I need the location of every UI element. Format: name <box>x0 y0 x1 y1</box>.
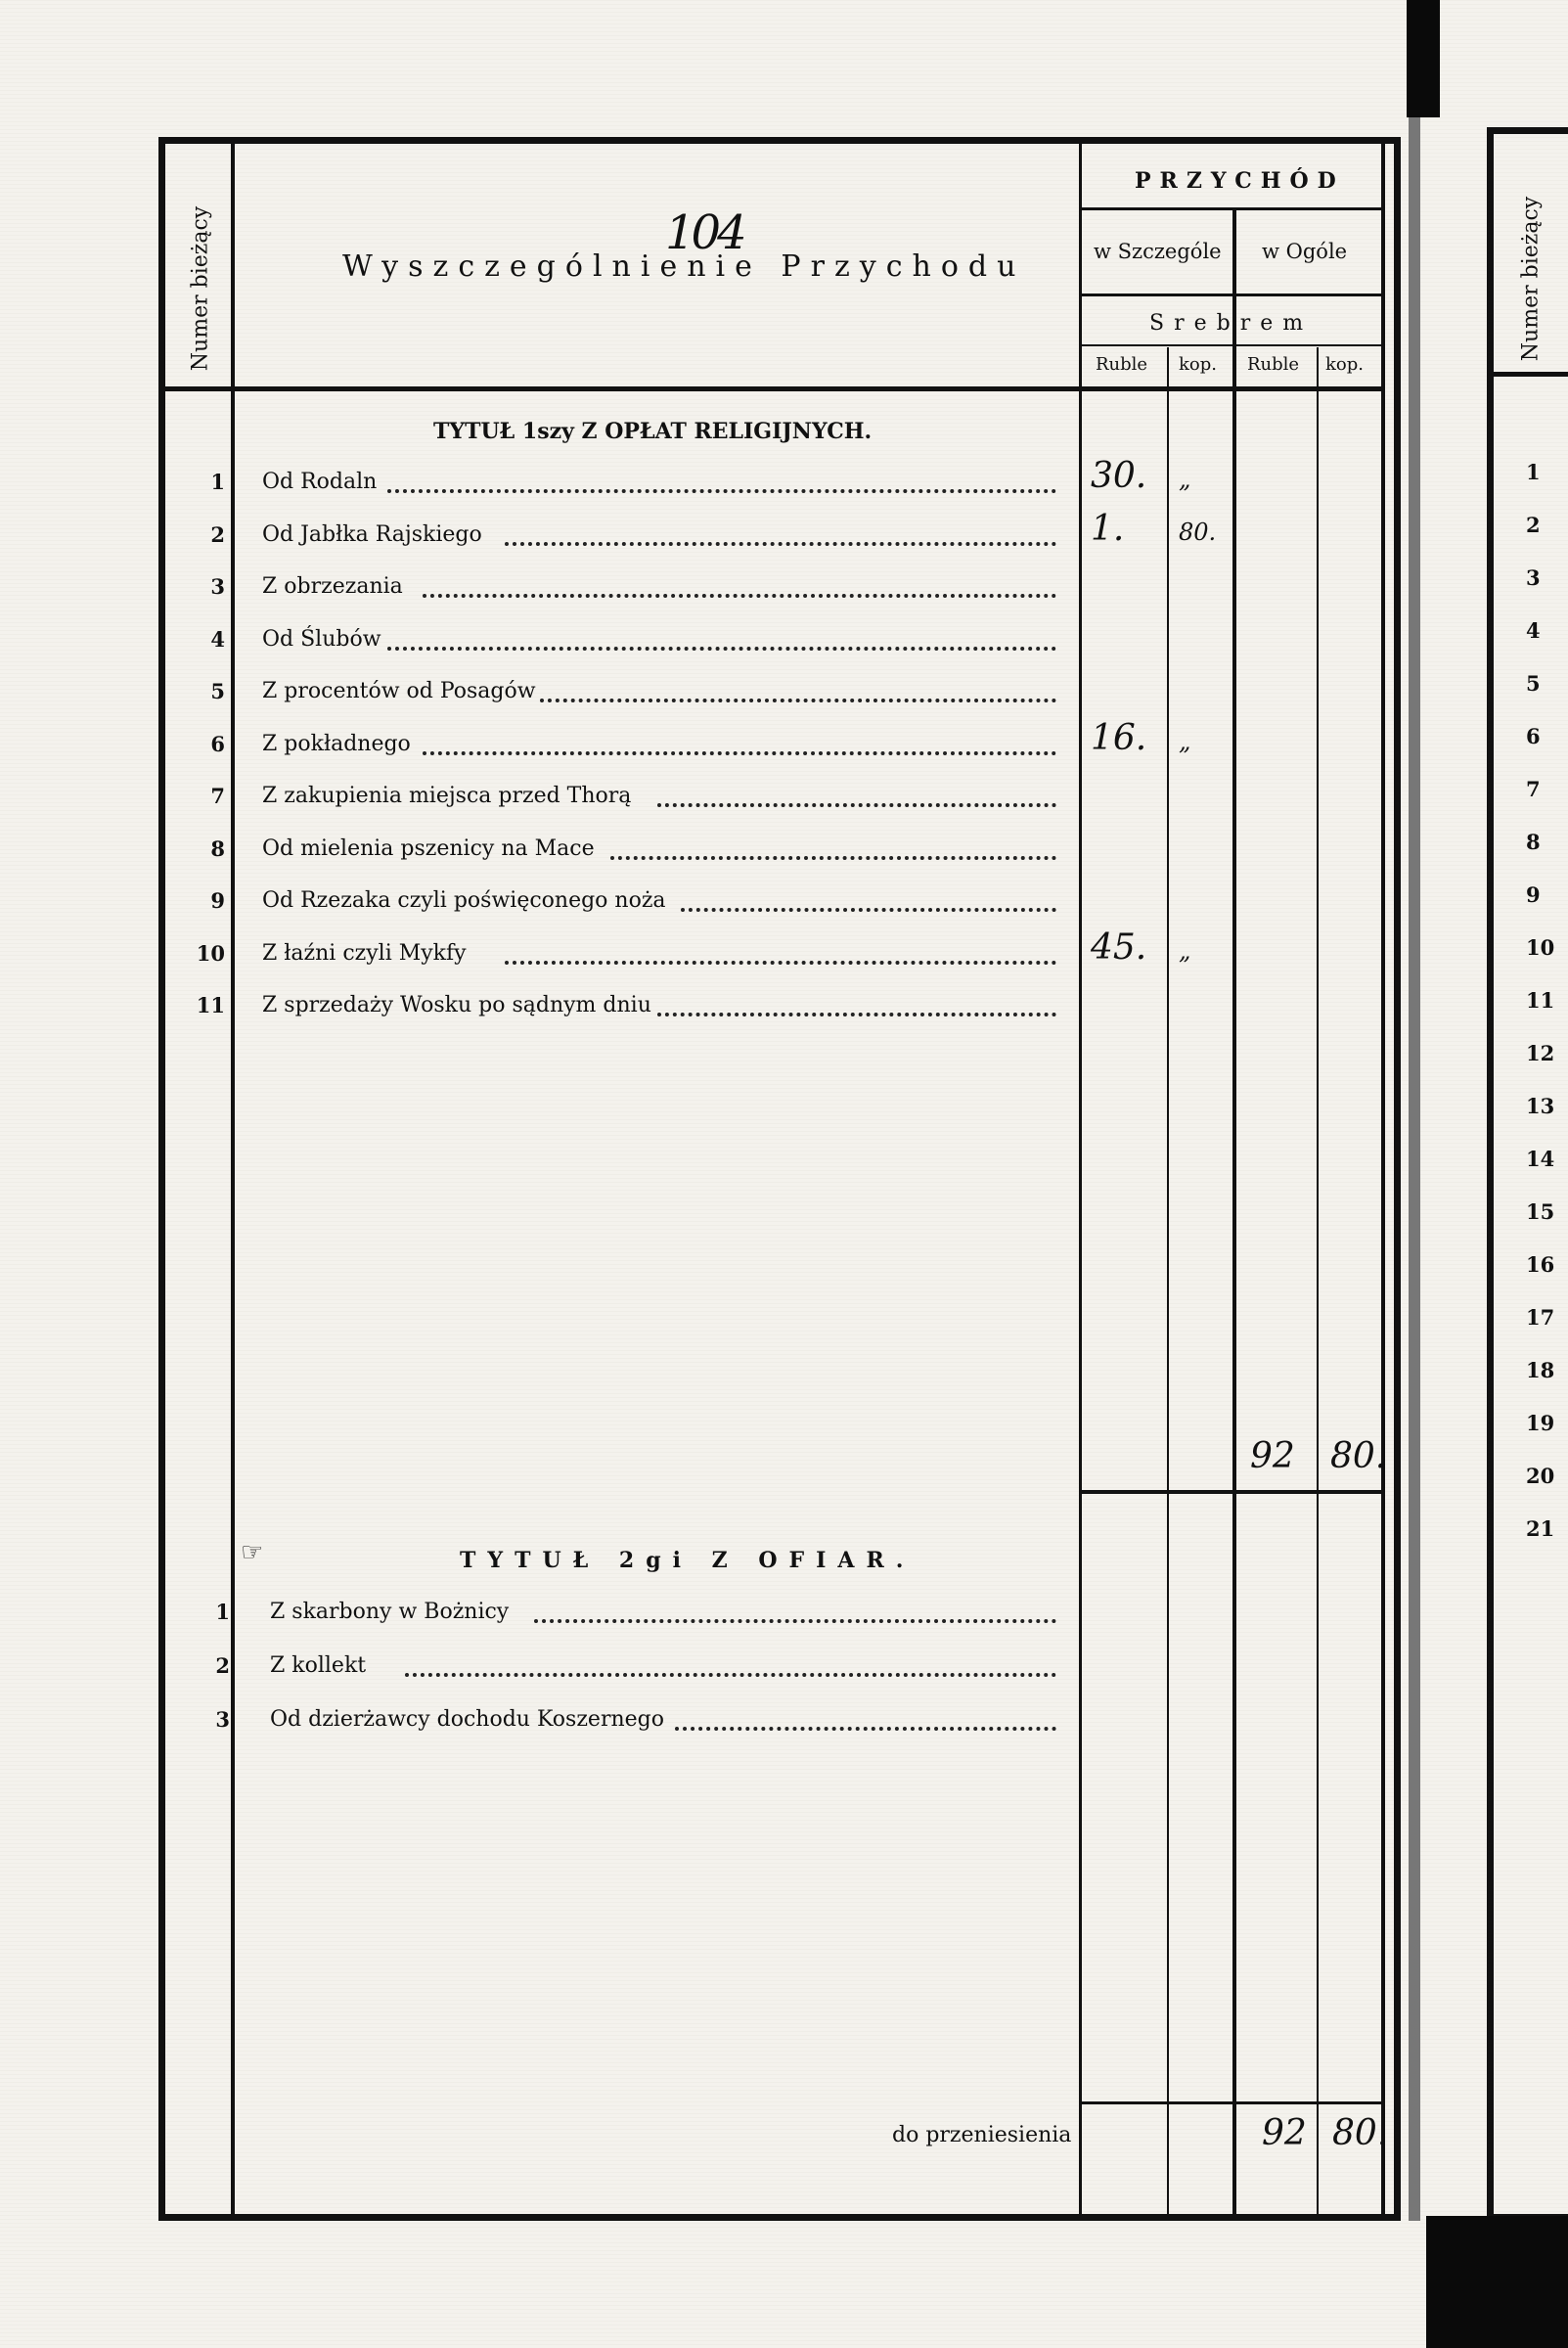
right-row-number: 16 <box>1526 1252 1555 1277</box>
row-number: 1 <box>210 470 225 494</box>
w-ogole-header: w Ogóle <box>1262 240 1348 263</box>
right-row-number: 20 <box>1526 1464 1555 1488</box>
w-szczegole-header: w Szczególe <box>1094 240 1222 263</box>
carry-forward-label: do przeniesienia <box>892 2123 1072 2147</box>
right-row-number: 9 <box>1526 882 1541 907</box>
right-row-number: 21 <box>1526 1516 1555 1541</box>
right-row-number-header: Numer bieżący <box>1518 196 1544 362</box>
ruble-header-2: Ruble <box>1247 354 1300 375</box>
amount-kop: „ <box>1179 936 1191 965</box>
row-number: 3 <box>215 1707 230 1732</box>
rule-ruble2-col <box>1317 347 1319 2216</box>
row-number: 11 <box>196 993 225 1017</box>
carry-kop: 80. <box>1332 2113 1389 2153</box>
row-number: 2 <box>210 521 225 547</box>
right-row-number: 3 <box>1526 565 1541 590</box>
page-title: Wyszczególnienie Przychodu <box>342 249 1026 284</box>
right-row-number: 2 <box>1526 513 1541 537</box>
row-label: Z skarbony w Bożnicy <box>270 1600 510 1624</box>
row-number: 10 <box>196 940 225 966</box>
row-number: 2 <box>215 1653 230 1678</box>
amount-ruble: 16. <box>1091 717 1147 758</box>
ledger-frame <box>158 137 1401 2221</box>
carry-ruble: 92 <box>1262 2113 1307 2153</box>
row-number: 6 <box>210 731 225 756</box>
rule-right-inner <box>1381 142 1385 2216</box>
dot-leader <box>405 1673 1056 1677</box>
dot-leader <box>681 908 1056 912</box>
section2-title: TYTUŁ 2gi Z OFIAR. <box>460 1548 916 1573</box>
kop-header-1: kop. <box>1179 354 1217 375</box>
row-label: Od dzierżawcy dochodu Koszernego <box>270 1707 664 1732</box>
kop-header-2: kop. <box>1325 354 1364 375</box>
row-label: Z obrzezania <box>262 574 403 599</box>
row-number: 7 <box>210 784 225 808</box>
srebrem-header: Srebrem <box>1149 311 1314 336</box>
right-row-number: 11 <box>1526 988 1555 1013</box>
right-row-number: 1 <box>1526 460 1541 484</box>
right-row-number: 15 <box>1526 1199 1555 1224</box>
dot-leader <box>534 1619 1056 1623</box>
row-label: Z sprzedaży Wosku po sądnym dniu <box>262 993 651 1017</box>
dot-leader <box>505 542 1056 546</box>
amount-ruble: 1. <box>1091 508 1125 549</box>
section1-total-ruble: 92 <box>1250 1436 1295 1476</box>
amount-ruble: 30. <box>1091 456 1147 496</box>
row-label: Z łaźni czyli Mykfy <box>262 940 467 966</box>
section1-total-kop: 80. <box>1330 1436 1387 1476</box>
row-label: Od mielenia pszenicy na Mace <box>262 835 595 861</box>
row-label: Od Ślubów <box>262 626 381 652</box>
rule-ruble1-col <box>1167 347 1169 2216</box>
right-row-number: 8 <box>1526 830 1541 854</box>
right-page-frame <box>1487 127 1568 2221</box>
right-row-number: 14 <box>1526 1147 1555 1171</box>
rule-przychod <box>1079 207 1384 210</box>
rule-desc-col <box>1079 142 1082 2216</box>
row-label: Od Rzezaka czyli poświęconego noża <box>262 888 666 913</box>
row-label: Od Jabłka Rajskiego <box>262 521 482 547</box>
row-number-header: Numer bieżący <box>188 205 213 372</box>
przychod-header: PRZYCHÓD <box>1135 168 1345 194</box>
amount-kop: „ <box>1179 727 1191 755</box>
row-number: 4 <box>210 626 225 652</box>
hand-pointer-icon: ☞ <box>241 1538 264 1567</box>
right-row-number: 19 <box>1526 1411 1555 1435</box>
ruble-header-1: Ruble <box>1096 354 1148 375</box>
row-label: Z zakupienia miejsca przed Thorą <box>262 784 632 808</box>
row-label: Z kollekt <box>270 1653 367 1678</box>
amount-kop: „ <box>1179 466 1191 493</box>
scan-edge-bottom <box>1426 2216 1568 2348</box>
rule-srebrem <box>1079 344 1384 346</box>
row-number: 5 <box>210 679 225 703</box>
rule-szczegole <box>1079 294 1384 296</box>
row-label: Z pokładnego <box>262 731 411 756</box>
row-label: Z procentów od Posagów <box>262 679 536 703</box>
right-row-number: 17 <box>1526 1305 1555 1330</box>
dot-leader <box>423 594 1056 598</box>
right-row-number: 4 <box>1526 618 1541 643</box>
dot-leader <box>505 961 1056 965</box>
section1-title: TYTUŁ 1szy Z OPŁAT RELIGIJNYCH. <box>433 419 873 444</box>
right-row-number: 6 <box>1526 724 1541 748</box>
dot-leader <box>610 856 1056 860</box>
right-row-number: 12 <box>1526 1041 1555 1065</box>
right-row-number: 10 <box>1526 935 1555 960</box>
right-row-number: 18 <box>1526 1358 1555 1382</box>
row-label: Od Rodaln <box>262 470 378 494</box>
amount-ruble: 45. <box>1091 926 1147 968</box>
dot-leader <box>657 1013 1056 1016</box>
dot-leader <box>387 647 1056 651</box>
scan-gutter <box>1409 117 1420 2221</box>
right-page-header-rule <box>1487 372 1568 377</box>
handwritten-page-number: 104 <box>665 205 743 260</box>
right-row-number: 5 <box>1526 671 1541 696</box>
row-number: 1 <box>215 1600 230 1624</box>
rule-carry <box>1082 2101 1381 2104</box>
right-row-number: 7 <box>1526 777 1541 801</box>
amount-kop: 80. <box>1179 518 1217 546</box>
rule-num-col <box>231 142 235 2216</box>
right-row-number: 13 <box>1526 1094 1555 1118</box>
rule-section1-total <box>1082 1490 1381 1494</box>
scan-edge-top <box>1407 0 1440 117</box>
row-number: 9 <box>210 888 225 913</box>
row-number: 8 <box>210 835 225 861</box>
rule-szczegole-col <box>1232 210 1236 2216</box>
dot-leader <box>675 1727 1056 1731</box>
dot-leader <box>387 489 1056 493</box>
dot-leader <box>657 803 1056 807</box>
dot-leader <box>540 699 1056 702</box>
dot-leader <box>423 751 1056 755</box>
row-number: 3 <box>210 574 225 599</box>
rule-header-bottom <box>158 386 1385 391</box>
